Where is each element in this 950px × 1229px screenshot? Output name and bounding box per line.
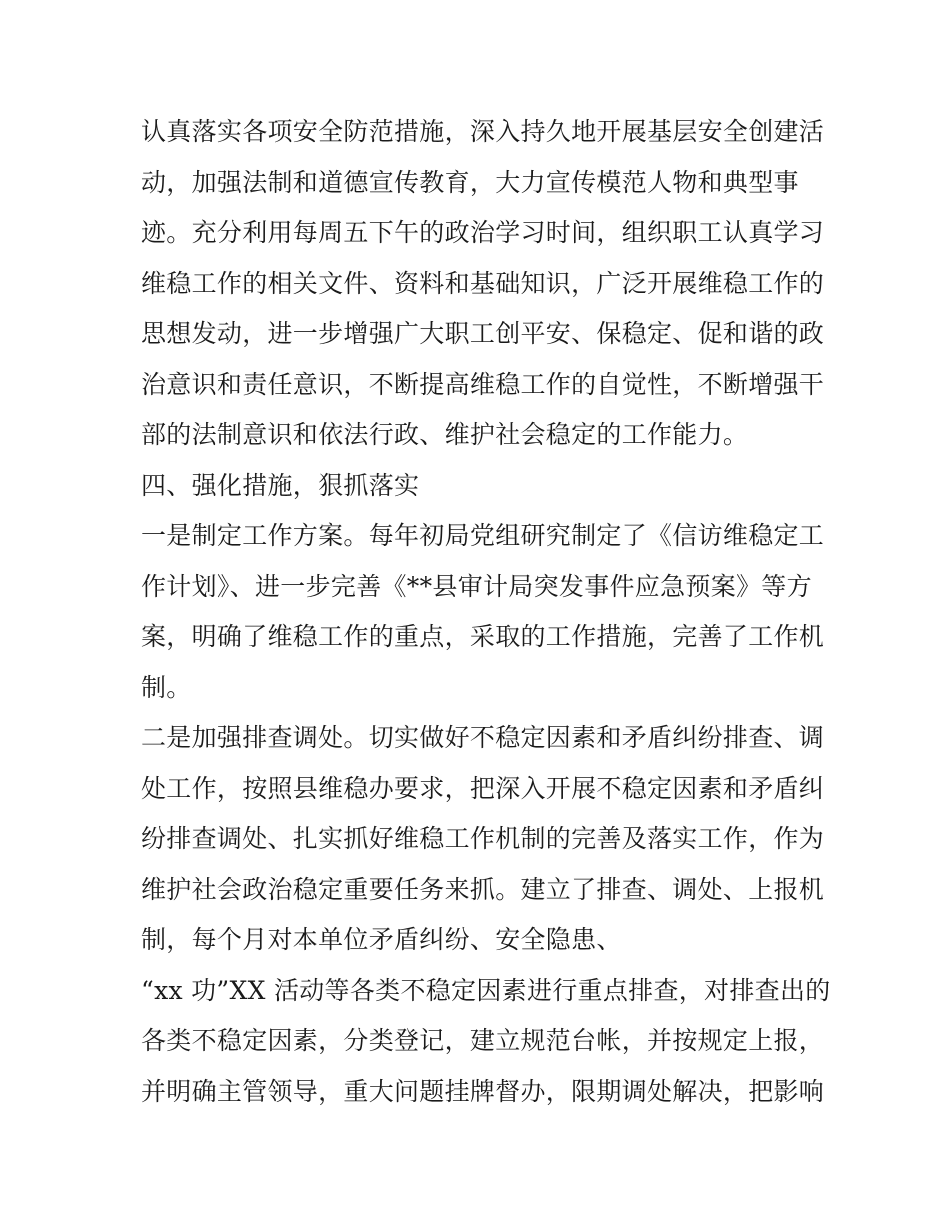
text-line-12: 制。	[141, 672, 192, 702]
section-heading: 四、强化措施，狠抓落实	[141, 470, 420, 500]
text-line-14: 处工作，按照县维稳办要求，把深入开展不稳定因素和矛盾纠	[141, 773, 825, 803]
text-line-16: 维护社会政治稳定重要任务来抓。建立了排查、调处、上报机	[141, 874, 825, 904]
text-line-2: 动，加强法制和道德宣传教育，大力宣传模范人物和典型事	[141, 167, 799, 197]
text-line-19: 各类不稳定因素，分类登记，建立规范台帐，并按规定上报，	[141, 1026, 825, 1055]
text-line-3: 迹。充分利用每周五下午的政治学习时间，组织职工认真学习	[141, 218, 825, 247]
text-line-13: 二是加强排查调处。切实做好不稳定因素和矛盾纠纷排查、调	[141, 723, 825, 752]
text-line-4: 维稳工作的相关文件、资料和基础知识，广泛开展维稳工作的	[141, 268, 825, 298]
text-line-9: 一是制定工作方案。每年初局党组研究制定了《信访维稳定工	[141, 521, 825, 550]
text-line-18: “xx 功”XX 活动等各类不稳定因素进行重点排查，对排查出的	[141, 975, 831, 1005]
text-line-7: 部的法制意识和依法行政、维护社会稳定的工作能力。	[141, 420, 749, 449]
text-line-10: 作计划》、进一步完善《**县审计局突发事件应急预案》等方	[141, 571, 812, 601]
text-line-5: 思想发动，进一步增强广大职工创平安、保稳定、促和谐的政	[141, 319, 825, 348]
text-line-6: 治意识和责任意识，不断提高维稳工作的自觉性，不断增强干	[141, 369, 825, 399]
text-line-20: 并明确主管领导，重大问题挂牌督办，限期调处解决，把影响	[141, 1076, 825, 1106]
text-line-11: 案，明确了维稳工作的重点，采取的工作措施，完善了工作机	[141, 622, 825, 651]
document-body	[141, 107, 831, 1117]
text-line-17: 制，每个月对本单位矛盾纠纷、安全隐患、	[141, 925, 622, 954]
text-line-15: 纷排查调处、扎实抓好维稳工作机制的完善及落实工作，作为	[141, 824, 825, 853]
text-line-1: 认真落实各项安全防范措施，深入持久地开展基层安全创建活	[141, 117, 825, 146]
